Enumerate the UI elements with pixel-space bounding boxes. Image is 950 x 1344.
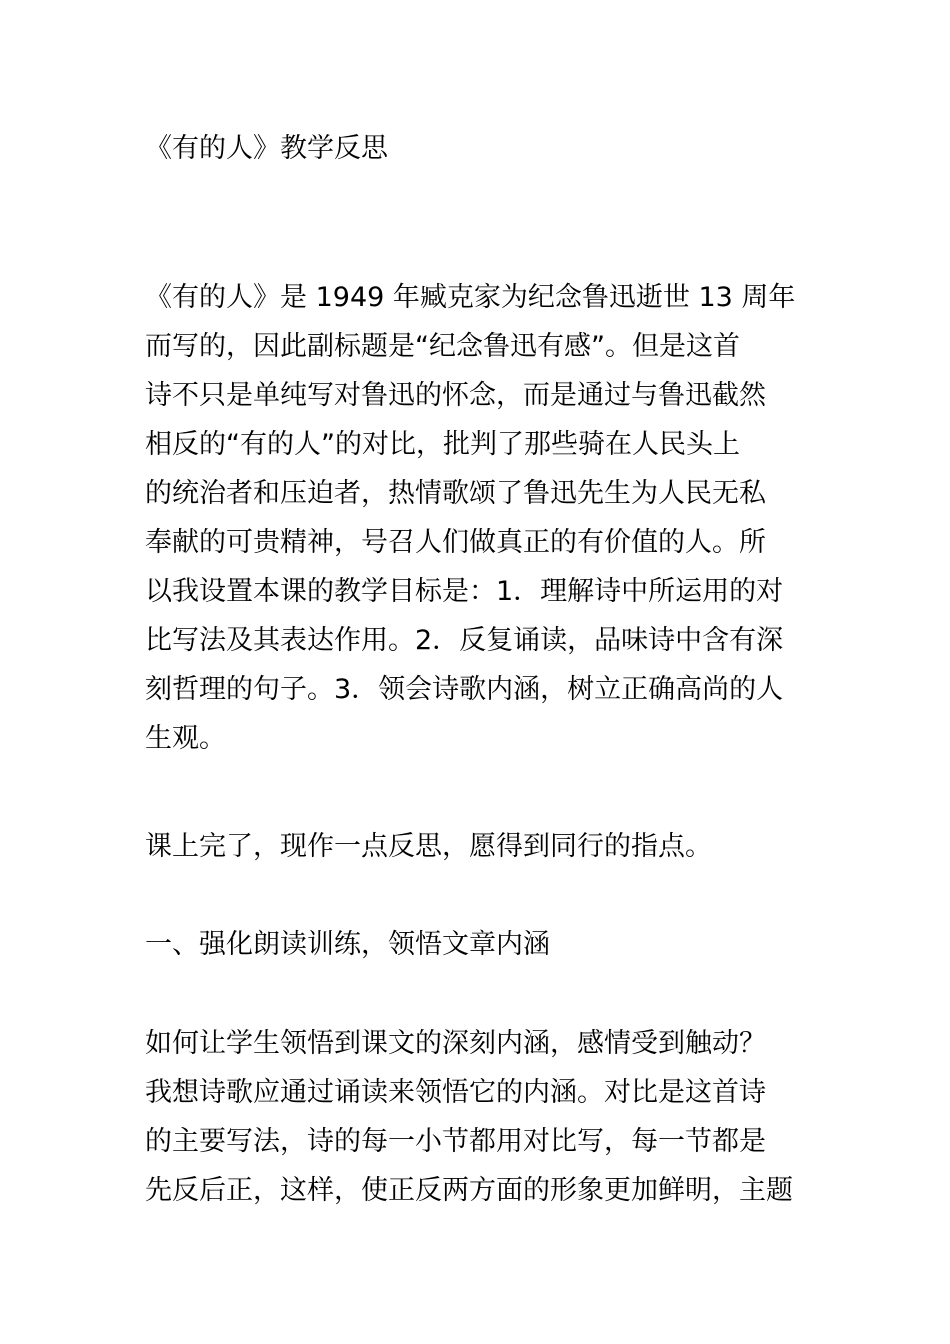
- paragraph-line: 的主要写法，诗的每一小节都用对比写，每一节都是: [145, 1126, 766, 1157]
- paragraph-line: 诗不只是单纯写对鲁迅的怀念，而是通过与鲁迅截然: [145, 380, 766, 411]
- paragraph-line: 我想诗歌应通过诵读来领悟它的内涵。对比是这首诗: [145, 1077, 766, 1108]
- paragraph-line: 的统治者和压迫者，热情歌颂了鲁迅先生为人民无私: [145, 478, 766, 509]
- section-paragraph: [145, 1019, 810, 1215]
- paragraph-line: 相反的“有的人”的对比，批判了那些骑在人民头上: [145, 429, 740, 460]
- reflection-intro-paragraph: [145, 822, 810, 871]
- paragraph-line: 如何让学生领悟到课文的深刻内涵，感情受到触动？: [145, 1028, 766, 1059]
- section-heading-text: 一、强化朗读训练，领悟文章内涵: [145, 929, 550, 960]
- paragraph-line: 奉献的可贵精神，号召人们做真正的有价值的人。所: [145, 527, 766, 558]
- paragraph-line: 而写的，因此副标题是“纪念鲁迅有感”。但是这首: [145, 331, 740, 362]
- title-text: 《有的人》教学反思: [145, 133, 388, 164]
- paragraph-line: 课上完了，现作一点反思，愿得到同行的指点。: [145, 831, 712, 862]
- paragraph-line: 以我设置本课的教学目标是：1．理解诗中所运用的对: [145, 576, 784, 607]
- paragraph-line: 比写法及其表达作用。2．反复诵读，品味诗中含有深: [145, 625, 784, 656]
- paragraph-line: 生观。: [145, 723, 226, 754]
- intro-paragraph: [145, 273, 810, 763]
- section-heading: [145, 920, 810, 969]
- paragraph-line: 《有的人》是 1949 年臧克家为纪念鲁迅逝世 13 周年: [145, 282, 796, 313]
- paragraph-line: 刻哲理的句子。3．领会诗歌内涵，树立正确高尚的人: [145, 674, 784, 705]
- document-title: [145, 124, 810, 173]
- paragraph-line: 先反后正，这样，使正反两方面的形象更加鲜明，主题: [145, 1175, 793, 1206]
